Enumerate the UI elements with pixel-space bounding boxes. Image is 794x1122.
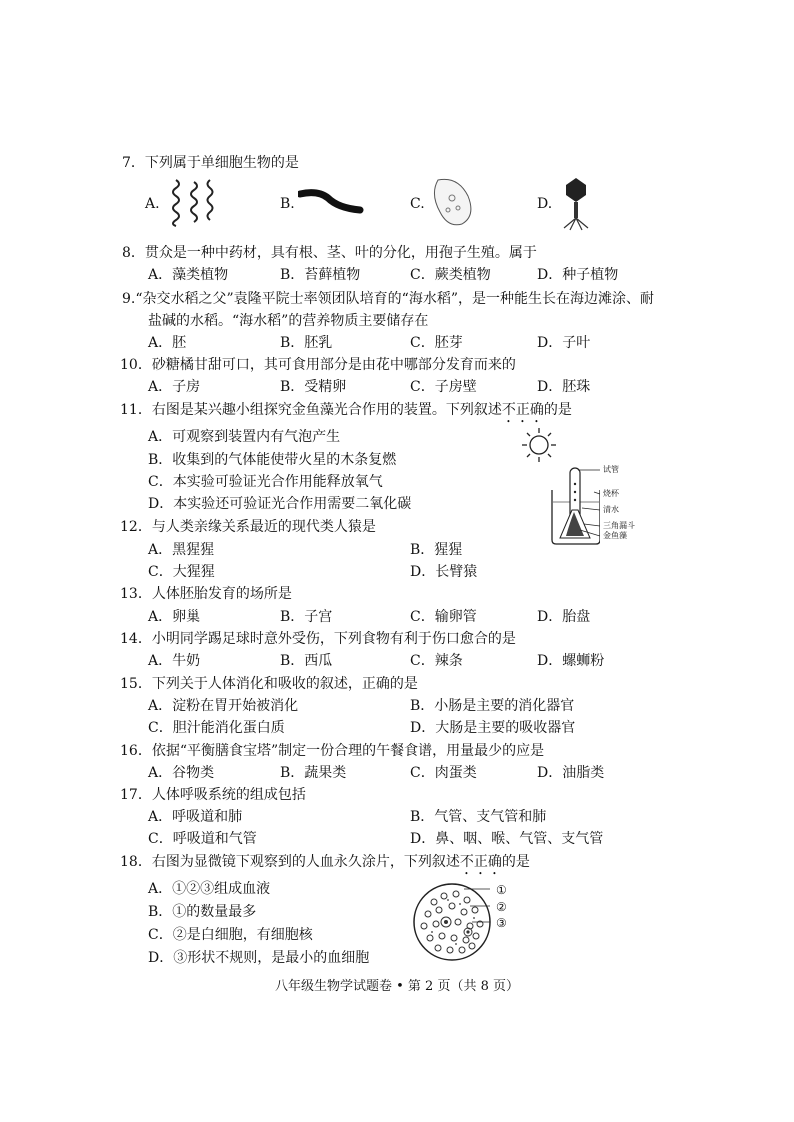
q16-option-d: D．油脂类	[537, 765, 605, 781]
q15-option-c: C．胆汁能消化蛋白质	[148, 720, 285, 736]
q8-option-a: A．藻类植物	[148, 267, 229, 283]
q18-option-d: D．③形状不规则，是最小的血细胞	[148, 950, 370, 966]
q10-option-a: A．子房	[148, 379, 201, 395]
q11-option-d: D．本实验还可验证光合作用需要二氧化碳	[148, 496, 412, 512]
q10-option-c: C．子房壁	[410, 379, 477, 395]
q12-stem: 12．与人类亲缘关系最近的现代类人猿是	[120, 519, 376, 535]
q13-option-d: D．胎盘	[537, 609, 591, 625]
q7-image-b-worm	[298, 188, 364, 218]
q11-option-a: A．可观察到装置内有气泡产生	[148, 429, 341, 445]
q9-option-b: B．胚乳	[280, 335, 333, 351]
q13-stem: 13．人体胚胎发育的场所是	[120, 586, 292, 602]
q18-option-a: A．①②③组成血液	[148, 881, 271, 897]
q12-option-b: B．猩猩	[410, 542, 463, 558]
q9-option-a: A．胚	[148, 335, 187, 351]
q11-option-c: C．本实验可验证光合作用能释放氧气	[148, 474, 383, 490]
label-1: ①	[496, 883, 507, 897]
q9-option-d: D．子叶	[537, 335, 591, 351]
q10-stem: 10．砂糖橘甘甜可口，其可食用部分是由花中哪部分发育而来的	[120, 357, 516, 373]
q11-stem: 11．右图是某兴趣小组探究金鱼藻光合作用的装置。下列叙述不正确的是	[120, 402, 572, 418]
label-water: 清水	[603, 505, 619, 514]
q8-option-b: B．苔藓植物	[280, 267, 361, 283]
q9-stem-line2: 盐碱的水稻。“海水稻”的营养物质主要储存在	[148, 313, 429, 329]
q14-stem: 14．小明同学踢足球时意外受伤，下列食物有利于伤口愈合的是	[120, 631, 516, 647]
q11-option-b: B．收集到的气体能使带火星的木条复燃	[148, 452, 397, 468]
q10-option-d: D．胚珠	[537, 379, 591, 395]
q15-option-b: B．小肠是主要的消化器官	[410, 698, 575, 714]
q7-option-b: B.	[280, 196, 295, 212]
label-3: ③	[496, 916, 507, 930]
q17-option-d: D．鼻、咽、喉、气管、支气管	[410, 831, 604, 847]
q13-option-c: C．输卵管	[410, 609, 477, 625]
q18-figure-blood-smear	[412, 876, 492, 968]
label-beaker: 烧杯	[603, 489, 619, 498]
q14-option-b: B．西瓜	[280, 653, 333, 669]
sun-icon	[522, 428, 556, 462]
q7-option-a: A.	[145, 196, 160, 212]
q12-option-a: A．黑猩猩	[148, 542, 215, 558]
q16-stem: 16．依据“平衡膳食宝塔”制定一份合理的午餐食谱，用量最少的应是	[120, 743, 545, 759]
q16-option-b: B．蔬果类	[280, 765, 347, 781]
q15-option-d: D．大肠是主要的吸收器官	[410, 720, 576, 736]
q18-stem: 18．右图为显微镜下观察到的人血永久涂片，下列叙述不正确的是	[120, 854, 530, 870]
q17-option-c: C．呼吸道和气管	[148, 831, 257, 847]
q13-option-b: B．子宫	[280, 609, 333, 625]
q15-stem: 15．下列关于人体消化和吸收的叙述，正确的是	[120, 676, 418, 692]
q9-option-c: C．胚芽	[410, 335, 463, 351]
q18-option-c: C．②是白细胞，有细胞核	[148, 927, 313, 943]
q17-option-a: A．呼吸道和肺	[148, 809, 243, 825]
q14-option-c: C．辣条	[410, 653, 463, 669]
q9-stem-line1: 9.“杂交水稻之父”袁隆平院士率领团队培育的“海水稻”，是一种能生长在海边滩涂、耐	[122, 291, 654, 307]
q7-image-d-virus	[558, 176, 594, 232]
q7-option-d: D.	[537, 196, 553, 212]
q8-option-c: C．蕨类植物	[410, 267, 491, 283]
label-2: ②	[496, 900, 507, 914]
q17-option-b: B．气管、支气管和肺	[410, 809, 547, 825]
label-tube: 试管	[603, 465, 619, 474]
label-plant: 金鱼藻	[603, 531, 627, 540]
q16-option-c: C．肉蛋类	[410, 765, 477, 781]
page-footer: 八年级生物学试题卷 • 第 2 页（共 8 页）	[274, 979, 519, 994]
q14-option-a: A．牛奶	[148, 653, 201, 669]
q18-option-b: B．①的数量最多	[148, 904, 257, 920]
q7-image-a-spirals	[170, 178, 216, 228]
q10-option-b: B．受精卵	[280, 379, 347, 395]
q12-option-d: D．长臂猿	[410, 564, 478, 580]
q13-option-a: A．卵巢	[148, 609, 201, 625]
q11-figure-apparatus	[520, 426, 600, 546]
q7-image-c-paramecium	[428, 176, 478, 228]
q7-stem: 7．下列属于单细胞生物的是	[122, 155, 299, 171]
q12-option-c: C．大猩猩	[148, 564, 215, 580]
q14-option-d: D．螺蛳粉	[537, 653, 605, 669]
q16-option-a: A．谷物类	[148, 765, 215, 781]
q8-stem: 8．贯众是一种中药材，具有根、茎、叶的分化，用孢子生殖。属于	[122, 245, 537, 261]
q8-option-d: D．种子植物	[537, 267, 619, 283]
q17-stem: 17．人体呼吸系统的组成包括	[120, 787, 306, 803]
q7-option-c: C.	[410, 196, 425, 212]
label-funnel: 三角漏斗	[603, 521, 635, 530]
q15-option-a: A．淀粉在胃开始被消化	[148, 698, 299, 714]
